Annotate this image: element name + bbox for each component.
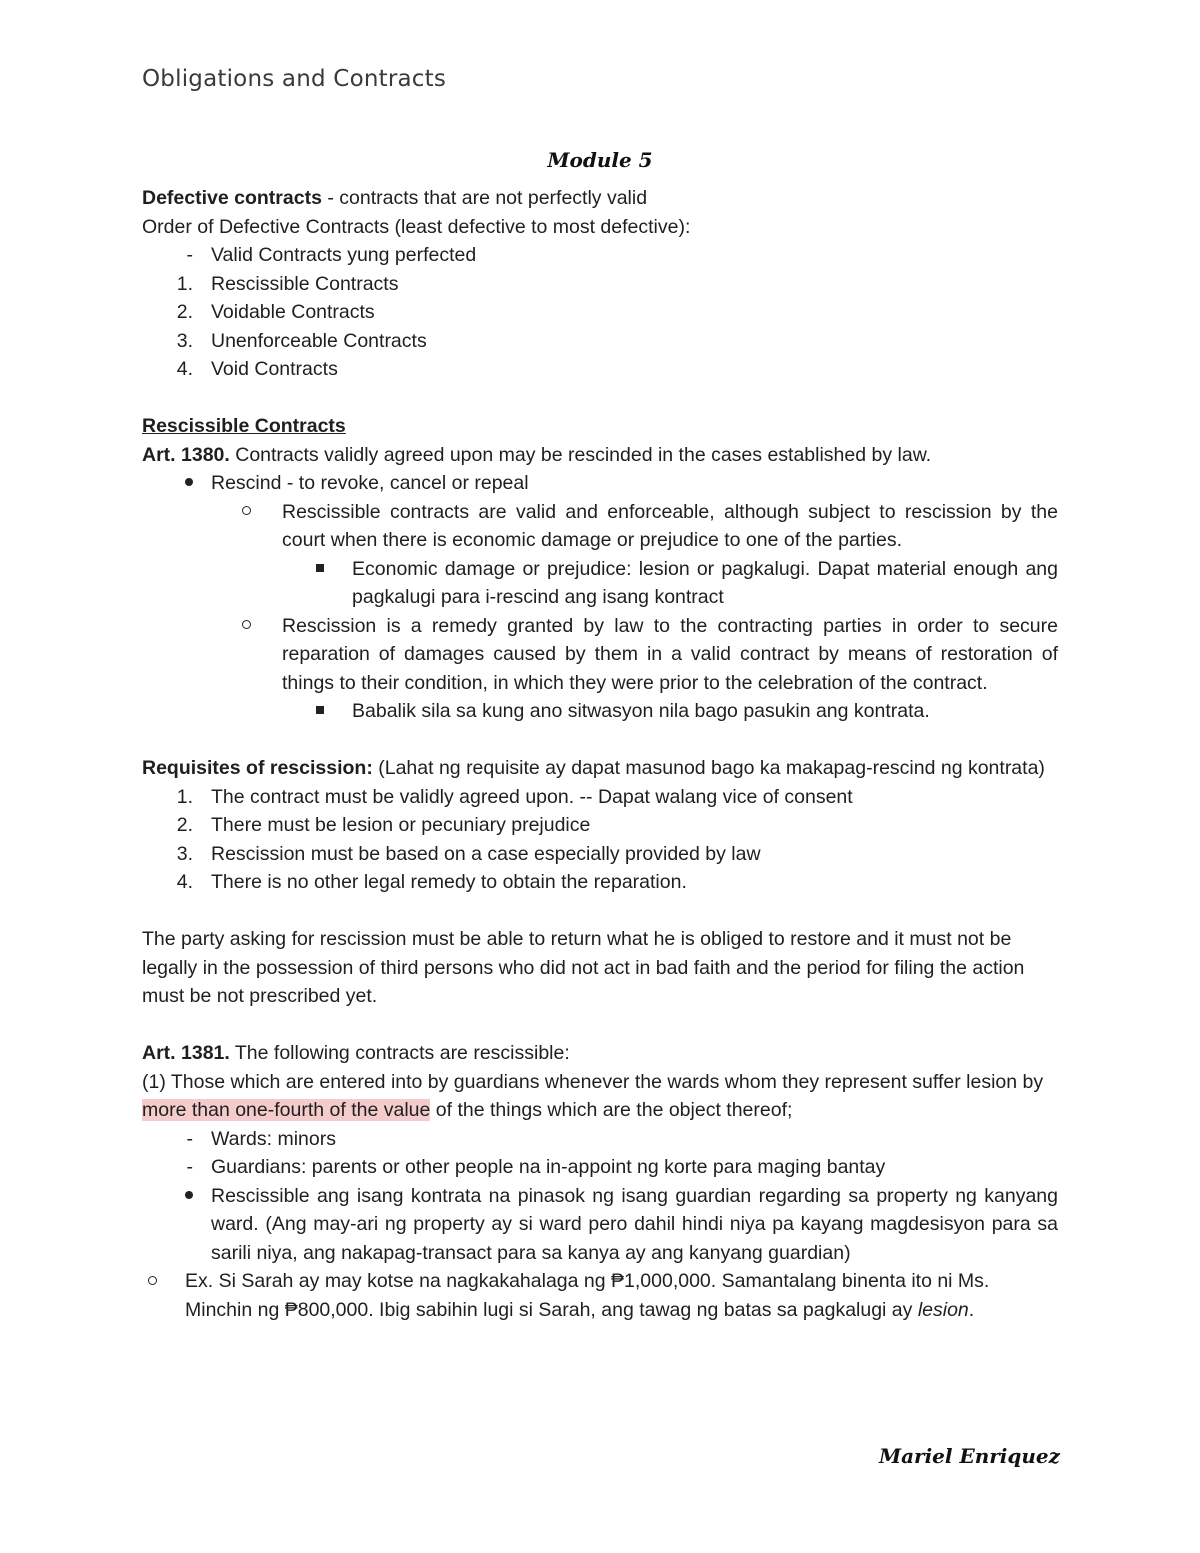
list-item	[160, 868, 1058, 897]
list-marker: 2.	[176, 814, 193, 836]
square-bullet-text: Economic damage or prejudice: lesion or pagkalugi. Dapat material enough ang pagkalugi para i-rescind ang isang kontract	[352, 557, 1058, 608]
bullet-text: Rescind - to revoke, cancel or repeal	[211, 472, 529, 494]
list-item-text: Unenforceable Contracts	[211, 329, 427, 352]
party-paragraph: The party asking for rescission must be able to return what he is obliged to restore and it must not be legally in the possession of third persons who did not act in bad faith and the period for filing the action must be not prescribed yet.	[142, 928, 1025, 1007]
dash-marker: -	[186, 1156, 193, 1178]
bullet-item	[160, 469, 1058, 498]
bullet-circle-icon	[148, 1276, 157, 1285]
square-bullet-text: Babalik sila sa kung ano sitwasyon nila bago pasukin ang kontrata.	[352, 700, 930, 722]
bullet-square-icon	[316, 564, 324, 572]
bullet-circle-icon	[242, 506, 251, 515]
bullet-dot-icon	[185, 478, 193, 486]
list-item	[160, 270, 1058, 299]
article-text: The following contracts are rescissible:	[229, 1042, 570, 1064]
document-body	[142, 184, 1058, 1324]
example-item	[142, 1267, 1058, 1324]
list-item-text: There is no other legal remedy to obtain the reparation.	[211, 871, 687, 893]
spacer	[142, 384, 1058, 413]
list-item-text: There must be lesion or pecuniary prejudice	[211, 814, 591, 836]
example-text-before: Ex. Si Sarah ay may kotse na nagkakahalaga ng ₱1,000,000. Samantalang binenta ito ni Ms. Minchin ng ₱800,000. Ibig sabihin lugi si Sarah, ang tawag ng batas sa pagkalugi ay	[185, 1270, 990, 1321]
dash-item	[160, 1125, 1058, 1154]
list-item	[160, 327, 1058, 356]
list-item-text: Void Contracts	[211, 358, 338, 380]
list-item	[160, 811, 1058, 840]
list-marker: -	[186, 244, 193, 266]
list-item-text: Rescissible Contracts	[211, 272, 399, 295]
list-item	[160, 783, 1058, 812]
bullet-item	[160, 1182, 1058, 1268]
list-marker: 2.	[176, 301, 193, 323]
list-marker: 4.	[176, 871, 193, 893]
sub-bullet-text: Rescission is a remedy granted by law to the contracting parties in order to secure reparation of damages caused by them in a valid contract by means of restoration of things to their condition, in which they were prior to the celebration of the contract.	[282, 614, 1058, 694]
article-label: Art. 1381.	[142, 1042, 230, 1064]
bullet-text: Rescissible ang isang kontrata na pinasok ng isang guardian regarding sa property ng kanyang ward. (Ang may-ari ng property ay si ward pero dahil hindi niya pa kayang magdesisyon para sa sarili niya, ang nakapag-transact para sa kanya ay ang kanyang guardian)	[211, 1184, 1058, 1264]
dash-item-text: Wards: minors	[211, 1127, 336, 1150]
square-bullet-item	[302, 555, 1058, 612]
item-text-after: of the things which are the object thereof;	[430, 1099, 793, 1121]
module-title: Module 5	[547, 148, 653, 172]
list-item	[160, 298, 1058, 327]
defective-definition-text: - contracts that are not perfectly valid	[321, 187, 648, 209]
article-1381-item-1	[142, 1068, 1058, 1125]
requisites-label: Requisites of rescission:	[142, 757, 373, 779]
sub-bullet-item	[230, 612, 1058, 698]
requisites-note: (Lahat ng requisite ay dapat masunod bago ka makapag-rescind ng kontrata)	[372, 757, 1045, 779]
list-marker: 3.	[176, 842, 193, 865]
bullet-circle-icon	[242, 620, 251, 629]
article-text: Contracts validly agreed upon may be rescinded in the cases established by law.	[229, 443, 932, 466]
list-marker: 4.	[176, 358, 193, 380]
defective-definition	[142, 184, 1058, 213]
article-1381	[142, 1039, 1058, 1068]
dash-marker: -	[186, 1127, 193, 1150]
example-italic: lesion	[917, 1298, 969, 1321]
list-marker: 1.	[176, 272, 193, 295]
section-heading	[142, 412, 1058, 441]
sub-bullet-text: Rescissible contracts are valid and enforceable, although subject to rescission by the court when there is economic damage or prejudice to one of the parties.	[282, 500, 1058, 551]
article-label: Art. 1380.	[142, 443, 230, 466]
square-bullet-item	[302, 697, 1058, 726]
example-text-after: .	[968, 1298, 975, 1321]
list-marker: 3.	[176, 329, 193, 352]
author-signature: Mariel Enriquez	[878, 1444, 1060, 1468]
list-item	[160, 840, 1058, 869]
defective-term: Defective contracts	[142, 187, 322, 209]
spacer	[142, 1011, 1058, 1040]
order-intro: Order of Defective Contracts (least defective to most defective):	[142, 215, 691, 238]
requisites-intro	[142, 754, 1058, 783]
rescissible-heading: Rescissible Contracts	[142, 415, 346, 437]
list-item-text: Voidable Contracts	[211, 301, 375, 323]
dash-item	[160, 1153, 1058, 1182]
example-text	[185, 1267, 1058, 1324]
bullet-dot-icon	[185, 1191, 193, 1199]
list-item	[160, 241, 1058, 270]
list-item	[160, 355, 1058, 384]
dash-item-text: Guardians: parents or other people na in-appoint ng korte para maging bantay	[211, 1156, 886, 1178]
list-item-text: Valid Contracts yung perfected	[211, 244, 477, 266]
highlighted-text: more than one-fourth of the value	[142, 1099, 431, 1121]
sub-bullet-item	[230, 498, 1058, 555]
list-item-text: The contract must be validly agreed upon. -- Dapat walang vice of consent	[211, 785, 853, 808]
list-marker: 1.	[176, 785, 193, 808]
spacer	[142, 726, 1058, 755]
article-1380	[142, 441, 1058, 470]
item-text-before: (1) Those which are entered into by guardians whenever the wards whom they represent suffer lesion by	[142, 1070, 1044, 1093]
list-item-text: Rescission must be based on a case especially provided by law	[211, 842, 761, 865]
page-header: Obligations and Contracts	[142, 66, 447, 92]
bullet-square-icon	[316, 706, 324, 714]
spacer	[142, 897, 1058, 926]
